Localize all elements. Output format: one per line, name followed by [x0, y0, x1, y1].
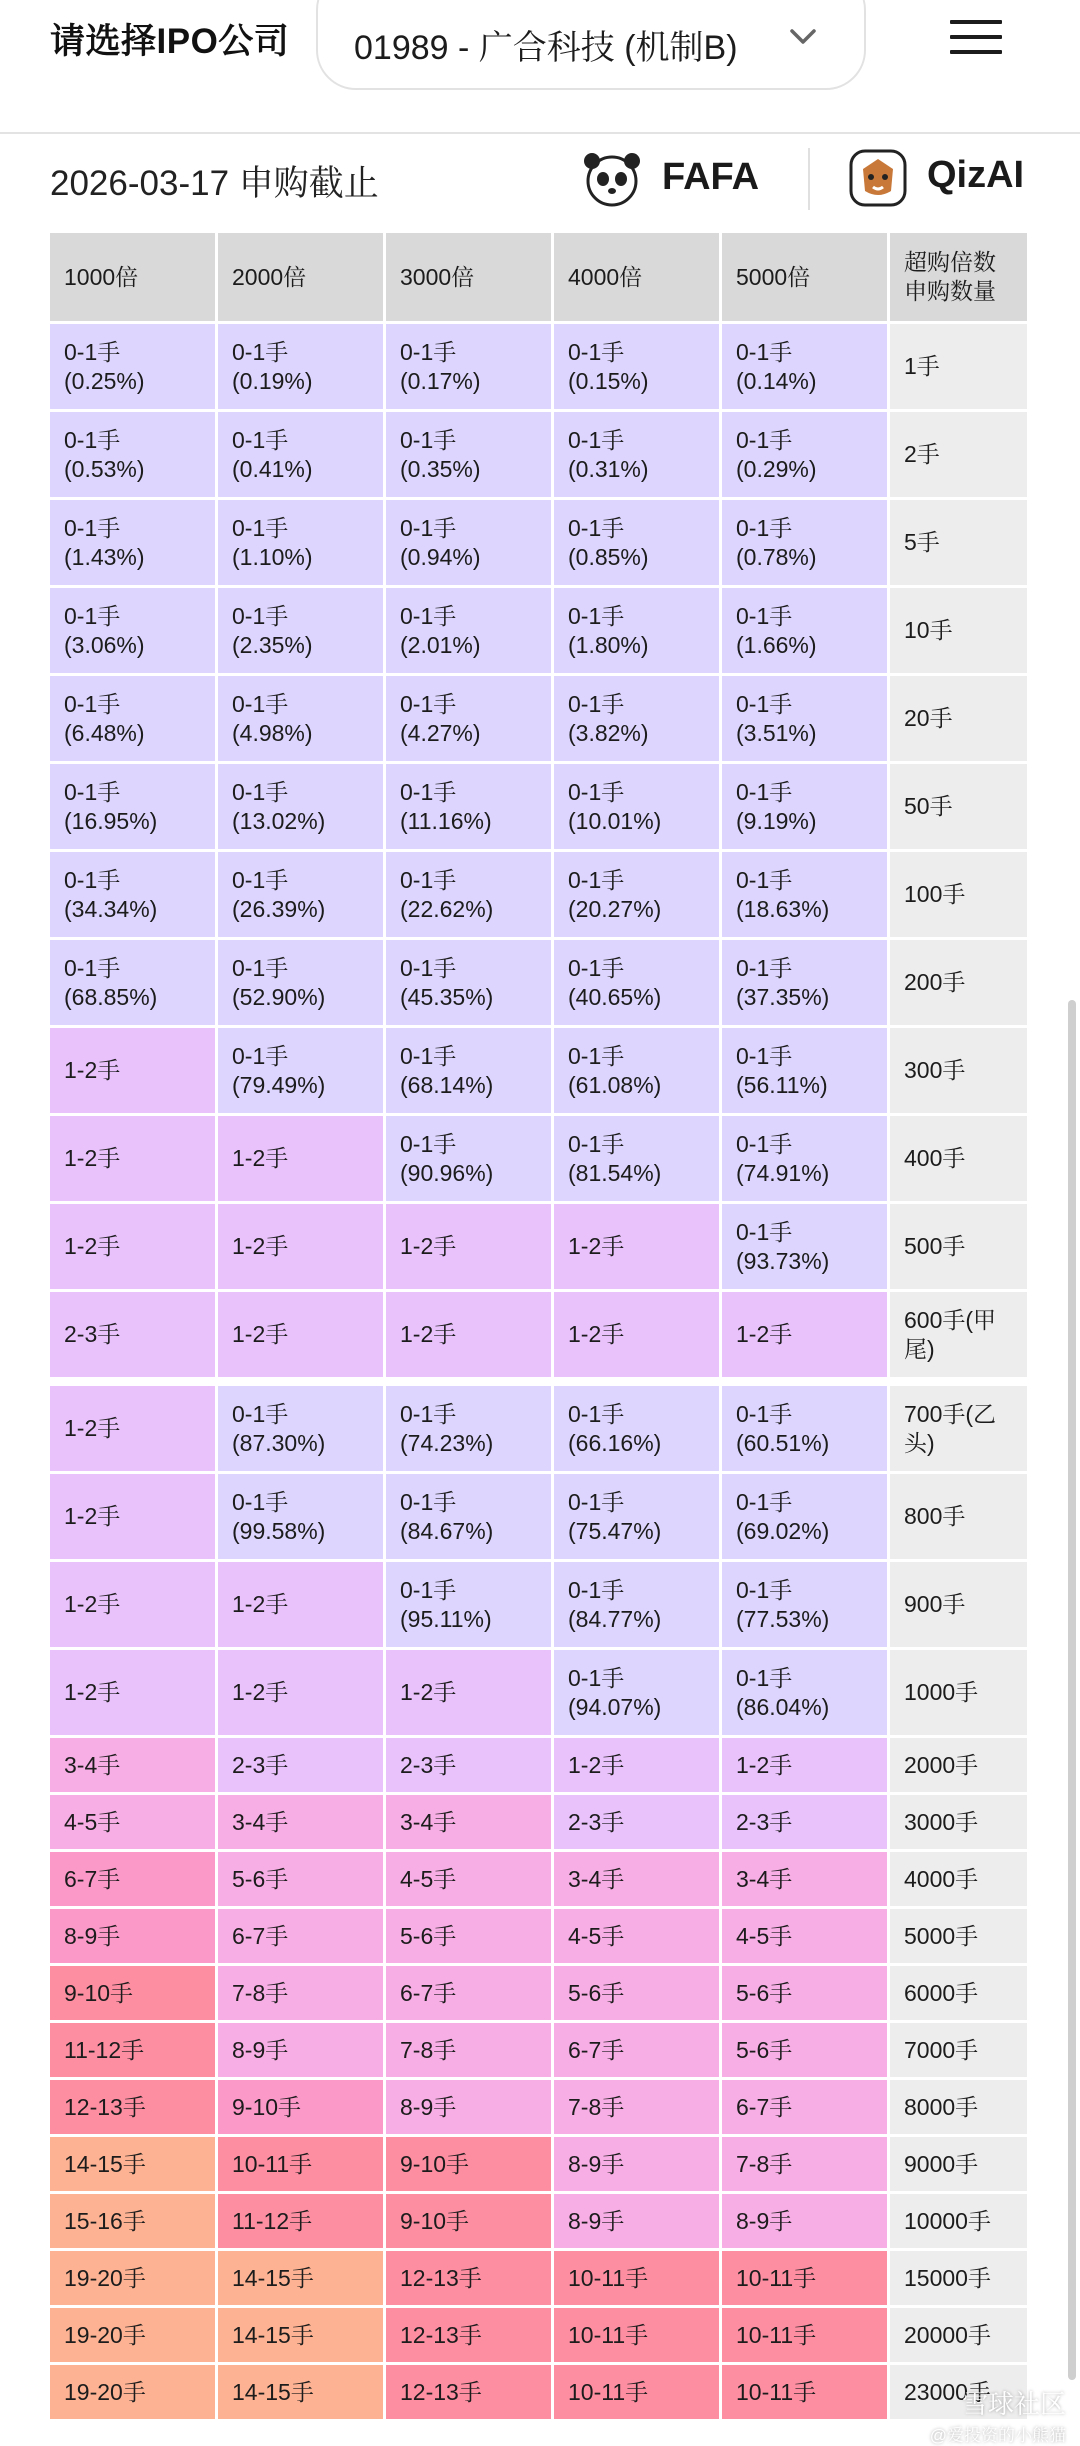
subscription-qty-cell: 100手: [890, 852, 1030, 940]
allotment-cell: 0-1手 (0.41%): [218, 412, 386, 500]
table-row: [50, 1474, 1030, 1562]
allotment-cell: 0-1手 (79.49%): [218, 1028, 386, 1116]
allotment-cell: 6-7手: [386, 1966, 554, 2023]
allotment-cell: 0-1手 (0.53%): [50, 412, 218, 500]
qizai-wordmark: QizAI: [927, 154, 1025, 196]
allotment-cell: 7-8手: [386, 2023, 554, 2080]
allotment-cell: 1-2手: [218, 1562, 386, 1650]
allotment-cell: 11-12手: [50, 2023, 218, 2080]
allotment-cell: 0-1手 (2.01%): [386, 588, 554, 676]
allotment-cell: 10-11手: [218, 2137, 386, 2194]
subscription-qty-cell: 20手: [890, 676, 1030, 764]
allotment-cell: 0-1手 (77.53%): [722, 1562, 890, 1650]
subscription-qty-cell: 1手: [890, 324, 1030, 412]
subscription-qty-cell: 400手: [890, 1116, 1030, 1204]
allotment-cell: 0-1手 (2.35%): [218, 588, 386, 676]
header-4000x: 4000倍: [554, 233, 722, 324]
allotment-cell: 0-1手 (61.08%): [554, 1028, 722, 1116]
allotment-cell: 1-2手: [386, 1292, 554, 1380]
subscription-qty-cell: 2000手: [890, 1738, 1030, 1795]
allotment-cell: 0-1手 (10.01%): [554, 764, 722, 852]
qizai-logo: [845, 142, 1045, 214]
table-row: [50, 588, 1030, 676]
allotment-cell: 5-6手: [722, 1966, 890, 2023]
allotment-cell: 4-5手: [50, 1795, 218, 1852]
subscription-qty-cell: 700手(乙头): [890, 1386, 1030, 1474]
allotment-cell: 6-7手: [722, 2080, 890, 2137]
allotment-cell: 9-10手: [386, 2194, 554, 2251]
allotment-cell: 0-1手 (3.51%): [722, 676, 890, 764]
allotment-cell: 1-2手: [218, 1650, 386, 1738]
subscription-deadline: 2026-03-17 申购截止: [50, 164, 379, 203]
allotment-cell: 7-8手: [554, 2080, 722, 2137]
allotment-cell: 3-4手: [50, 1738, 218, 1795]
allotment-cell: 1-2手: [50, 1204, 218, 1292]
allotment-cell: 0-1手 (69.02%): [722, 1474, 890, 1562]
table-row: [50, 1966, 1030, 2023]
allotment-cell: 19-20手: [50, 2308, 218, 2365]
allotment-cell: 0-1手 (0.19%): [218, 324, 386, 412]
allotment-cell: 0-1手 (3.82%): [554, 676, 722, 764]
subscription-qty-cell: 7000手: [890, 2023, 1030, 2080]
allotment-cell: 10-11手: [554, 2365, 722, 2422]
allotment-cell: 1-2手: [722, 1738, 890, 1795]
allotment-cell: 0-1手 (93.73%): [722, 1204, 890, 1292]
table-row: [50, 2251, 1030, 2308]
top-bar: [0, 0, 1080, 134]
table-row: [50, 500, 1030, 588]
allotment-cell: 8-9手: [722, 2194, 890, 2251]
allotment-cell: 0-1手 (6.48%): [50, 676, 218, 764]
allotment-cell: 14-15手: [50, 2137, 218, 2194]
allotment-cell: 0-1手 (90.96%): [386, 1116, 554, 1204]
subscription-qty-cell: 3000手: [890, 1795, 1030, 1852]
allotment-cell: 0-1手 (34.34%): [50, 852, 218, 940]
stock-select-value[interactable]: 01989 - 广合科技 (机制B): [354, 29, 738, 67]
allotment-cell: 1-2手: [554, 1292, 722, 1380]
allotment-cell: 5-6手: [554, 1966, 722, 2023]
allotment-cell: 1-2手: [50, 1386, 218, 1474]
chevron-down-icon[interactable]: [786, 20, 820, 54]
author-handle: @爱投资的小熊猫: [929, 2426, 1066, 2445]
allotment-cell: 12-13手: [386, 2365, 554, 2422]
table-row: [50, 2023, 1030, 2080]
allotment-cell: 1-2手: [554, 1738, 722, 1795]
allotment-cell: 0-1手 (20.27%): [554, 852, 722, 940]
subscription-qty-cell: 10000手: [890, 2194, 1030, 2251]
allotment-cell: 10-11手: [554, 2251, 722, 2308]
subscription-qty-cell: 5000手: [890, 1909, 1030, 1966]
allotment-cell: 0-1手 (87.30%): [218, 1386, 386, 1474]
table-row: [50, 852, 1030, 940]
allotment-cell: 12-13手: [50, 2080, 218, 2137]
allotment-cell: 0-1手 (0.25%): [50, 324, 218, 412]
allotment-cell: 1-2手: [218, 1204, 386, 1292]
allotment-cell: 0-1手 (11.16%): [386, 764, 554, 852]
allotment-cell: 4-5手: [386, 1852, 554, 1909]
table-row: [50, 324, 1030, 412]
allotment-cell: 2-3手: [722, 1795, 890, 1852]
subscription-qty-cell: 300手: [890, 1028, 1030, 1116]
allotment-cell: 0-1手 (13.02%): [218, 764, 386, 852]
allotment-cell: 0-1手 (4.27%): [386, 676, 554, 764]
allotment-cell: 0-1手 (1.80%): [554, 588, 722, 676]
allotment-cell: 12-13手: [386, 2251, 554, 2308]
subscription-qty-cell: 9000手: [890, 2137, 1030, 2194]
allotment-cell: 0-1手 (68.85%): [50, 940, 218, 1028]
allotment-cell: 8-9手: [554, 2194, 722, 2251]
subscription-qty-cell: 2手: [890, 412, 1030, 500]
subscription-qty-cell: 600手(甲尾): [890, 1292, 1030, 1380]
subheader: [0, 134, 1080, 230]
table-row: [50, 940, 1030, 1028]
ipo-select-title: 请选择IPO公司: [50, 22, 290, 61]
allotment-cell: 10-11手: [722, 2251, 890, 2308]
subscription-qty-cell: 10手: [890, 588, 1030, 676]
allotment-cell: 11-12手: [218, 2194, 386, 2251]
header-5000x: 5000倍: [722, 233, 890, 324]
allotment-cell: 0-1手 (37.35%): [722, 940, 890, 1028]
allotment-cell: 0-1手 (1.43%): [50, 500, 218, 588]
allotment-cell: 19-20手: [50, 2365, 218, 2422]
allotment-cell: 10-11手: [554, 2308, 722, 2365]
allotment-cell: 3-4手: [554, 1852, 722, 1909]
table-row: [50, 1738, 1030, 1795]
stock-select-dropdown[interactable]: [316, 0, 866, 90]
allotment-cell: 0-1手 (56.11%): [722, 1028, 890, 1116]
allotment-cell: 0-1手 (99.58%): [218, 1474, 386, 1562]
allotment-cell: 5-6手: [218, 1852, 386, 1909]
subscription-qty-cell: 50手: [890, 764, 1030, 852]
allotment-cell: 4-5手: [554, 1909, 722, 1966]
table-row: [50, 412, 1030, 500]
allotment-cell: 0-1手 (75.47%): [554, 1474, 722, 1562]
subscription-qty-cell: 8000手: [890, 2080, 1030, 2137]
subscription-qty-cell: 200手: [890, 940, 1030, 1028]
allotment-cell: 15-16手: [50, 2194, 218, 2251]
allotment-cell: 0-1手 (0.78%): [722, 500, 890, 588]
allotment-cell: 1-2手: [554, 1204, 722, 1292]
header-3000x: 3000倍: [386, 233, 554, 324]
subscription-qty-cell: 900手: [890, 1562, 1030, 1650]
allotment-cell: 0-1手 (81.54%): [554, 1116, 722, 1204]
header-1000x: 1000倍: [50, 233, 218, 324]
allotment-cell: 1-2手: [722, 1292, 890, 1380]
allotment-cell: 0-1手 (84.67%): [386, 1474, 554, 1562]
table-row: [50, 1386, 1030, 1474]
subscription-qty-cell: 5手: [890, 500, 1030, 588]
allotment-cell: 0-1手 (40.65%): [554, 940, 722, 1028]
xueqiu-brand: 雪球社区: [961, 2389, 1066, 2419]
subscription-qty-cell: 6000手: [890, 1966, 1030, 2023]
xueqiu-watermark: [930, 2384, 1066, 2446]
table-row: [50, 1116, 1030, 1204]
allotment-cell: 7-8手: [722, 2137, 890, 2194]
subscription-qty-cell: 1000手: [890, 1650, 1030, 1738]
table-header-row: [50, 233, 1030, 324]
hamburger-menu-icon[interactable]: [950, 20, 1002, 60]
allotment-cell: 0-1手 (84.77%): [554, 1562, 722, 1650]
allotment-cell: 4-5手: [722, 1909, 890, 1966]
allotment-cell: 0-1手 (94.07%): [554, 1650, 722, 1738]
allotment-cell: 8-9手: [554, 2137, 722, 2194]
logo-divider: [808, 148, 810, 210]
subscription-qty-cell: 4000手: [890, 1852, 1030, 1909]
allotment-cell: 0-1手 (74.23%): [386, 1386, 554, 1474]
allotment-cell: 3-4手: [722, 1852, 890, 1909]
header-2000x: 2000倍: [218, 233, 386, 324]
allotment-cell: 0-1手 (66.16%): [554, 1386, 722, 1474]
table-row: [50, 1852, 1030, 1909]
allotment-cell: 0-1手 (52.90%): [218, 940, 386, 1028]
allotment-cell: 0-1手 (9.19%): [722, 764, 890, 852]
allotment-cell: 0-1手 (1.66%): [722, 588, 890, 676]
allotment-cell: 1-2手: [218, 1292, 386, 1380]
allotment-cell: 2-3手: [50, 1292, 218, 1380]
allotment-cell: 0-1手 (0.14%): [722, 324, 890, 412]
allotment-cell: 0-1手 (0.29%): [722, 412, 890, 500]
allotment-cell: 0-1手 (4.98%): [218, 676, 386, 764]
allotment-cell: 6-7手: [50, 1852, 218, 1909]
allotment-cell: 0-1手 (16.95%): [50, 764, 218, 852]
allotment-cell: 10-11手: [722, 2308, 890, 2365]
allotment-cell: 6-7手: [554, 2023, 722, 2080]
allotment-cell: 1-2手: [218, 1116, 386, 1204]
table-row: [50, 2365, 1030, 2422]
subscription-qty-cell: 23000手: [890, 2365, 1030, 2422]
allotment-cell: 12-13手: [386, 2308, 554, 2365]
allotment-cell: 19-20手: [50, 2251, 218, 2308]
table-row: [50, 676, 1030, 764]
allotment-cell: 14-15手: [218, 2308, 386, 2365]
table-row: [50, 2137, 1030, 2194]
allotment-cell: 0-1手 (22.62%): [386, 852, 554, 940]
table-row: [50, 764, 1030, 852]
allotment-cell: 1-2手: [50, 1028, 218, 1116]
allotment-cell: 0-1手 (0.31%): [554, 412, 722, 500]
allotment-cell: 10-11手: [722, 2365, 890, 2422]
fafa-logo: [580, 144, 810, 214]
subscription-qty-cell: 15000手: [890, 2251, 1030, 2308]
panda-icon: [580, 147, 644, 211]
allotment-cell: 6-7手: [218, 1909, 386, 1966]
allotment-cell: 2-3手: [386, 1738, 554, 1795]
table-row: [50, 1292, 1030, 1380]
allotment-cell: 0-1手 (60.51%): [722, 1386, 890, 1474]
table-row: [50, 1028, 1030, 1116]
allotment-cell: 7-8手: [218, 1966, 386, 2023]
table-row: [50, 2080, 1030, 2137]
allotment-cell: 9-10手: [386, 2137, 554, 2194]
allotment-cell: 8-9手: [218, 2023, 386, 2080]
table-row: [50, 2308, 1030, 2365]
allotment-cell: 8-9手: [386, 2080, 554, 2137]
allotment-cell: 2-3手: [554, 1795, 722, 1852]
allotment-cell: 3-4手: [386, 1795, 554, 1852]
allotment-cell: 0-1手 (68.14%): [386, 1028, 554, 1116]
scrollbar[interactable]: [1068, 1000, 1076, 2380]
allotment-cell: 14-15手: [218, 2251, 386, 2308]
allotment-cell: 2-3手: [218, 1738, 386, 1795]
allotment-cell: 5-6手: [722, 2023, 890, 2080]
allotment-cell: 1-2手: [386, 1650, 554, 1738]
allotment-cell: 0-1手 (3.06%): [50, 588, 218, 676]
allotment-cell: 9-10手: [218, 2080, 386, 2137]
allotment-cell: 0-1手 (45.35%): [386, 940, 554, 1028]
fox-icon: [845, 145, 911, 211]
table-row: [50, 1795, 1030, 1852]
table-row: [50, 1562, 1030, 1650]
allotment-cell: 0-1手 (1.10%): [218, 500, 386, 588]
fafa-wordmark: FAFA: [662, 156, 760, 198]
header-oversub-qty: 超购倍数申购数量: [890, 233, 1030, 324]
table-row: [50, 2194, 1030, 2251]
allotment-cell: 1-2手: [50, 1650, 218, 1738]
allotment-cell: 1-2手: [386, 1204, 554, 1292]
subscription-qty-cell: 20000手: [890, 2308, 1030, 2365]
allotment-cell: 1-2手: [50, 1116, 218, 1204]
allotment-cell: 0-1手 (95.11%): [386, 1562, 554, 1650]
allotment-cell: 1-2手: [50, 1562, 218, 1650]
allotment-cell: 3-4手: [218, 1795, 386, 1852]
subscription-qty-cell: 500手: [890, 1204, 1030, 1292]
allotment-cell: 0-1手 (18.63%): [722, 852, 890, 940]
allotment-cell: 14-15手: [218, 2365, 386, 2422]
table-row: [50, 1204, 1030, 1292]
table-row: [50, 1909, 1030, 1966]
allotment-cell: 1-2手: [50, 1474, 218, 1562]
allotment-cell: 5-6手: [386, 1909, 554, 1966]
allotment-cell: 0-1手 (26.39%): [218, 852, 386, 940]
allotment-cell: 9-10手: [50, 1966, 218, 2023]
table-row: [50, 1650, 1030, 1738]
subscription-qty-cell: 800手: [890, 1474, 1030, 1562]
allotment-cell: 8-9手: [50, 1909, 218, 1966]
allotment-cell: 0-1手 (0.35%): [386, 412, 554, 500]
allotment-cell: 0-1手 (0.17%): [386, 324, 554, 412]
allotment-cell: 0-1手 (74.91%): [722, 1116, 890, 1204]
allotment-cell: 0-1手 (86.04%): [722, 1650, 890, 1738]
allotment-cell: 0-1手 (0.85%): [554, 500, 722, 588]
allotment-cell: 0-1手 (0.94%): [386, 500, 554, 588]
allotment-cell: 0-1手 (0.15%): [554, 324, 722, 412]
